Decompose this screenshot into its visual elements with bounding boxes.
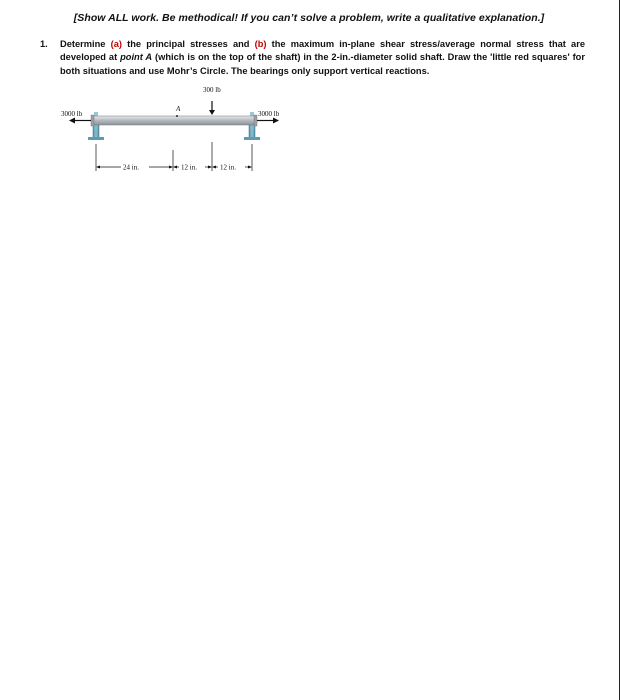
- problem-remaining-text: (which is on the top of the shaft) in the 2-in.-diameter solid shaft. Draw the 'little red squares' for both situations and use Mohr’s Circle. The bearings only support vertical reactions.: [60, 52, 585, 76]
- part-a-text: the principal stresses and: [127, 39, 250, 49]
- part-b-label: (b): [254, 39, 267, 49]
- left-axial-load-arrow: [69, 118, 91, 124]
- part-b-text: the maximum in-plane shear stress/average normal stress that are developed at: [60, 39, 585, 63]
- vertical-load-arrow: [209, 101, 215, 115]
- dimension-12in-left: 12 in.: [181, 163, 197, 172]
- point-a-reference: point A: [120, 52, 153, 63]
- problem-1: [40, 38, 585, 78]
- left-axial-load-label: 3000 lb: [61, 110, 83, 118]
- problem-number: 1.: [40, 39, 48, 49]
- shaft: [93, 116, 255, 125]
- problem-statement: [60, 38, 585, 78]
- part-a-label: (a): [110, 39, 122, 49]
- shaft-diagram: [55, 82, 305, 182]
- right-axial-load-arrow: [257, 118, 279, 124]
- vertical-load-label: 300 lb: [203, 86, 221, 94]
- instruction-text: [Show ALL work. Be methodical! If you can’t solve a problem, write a qualitative explanation.]: [73, 12, 545, 24]
- dimension-12in-right: 12 in.: [220, 163, 236, 172]
- page-border: [619, 0, 620, 700]
- point-a-label: A: [176, 105, 181, 113]
- problem-lead: Determine: [60, 39, 106, 49]
- dimension-24in: 24 in.: [123, 163, 139, 172]
- point-a-marker: [176, 115, 178, 117]
- right-axial-load-label: 3000 lb: [258, 110, 280, 118]
